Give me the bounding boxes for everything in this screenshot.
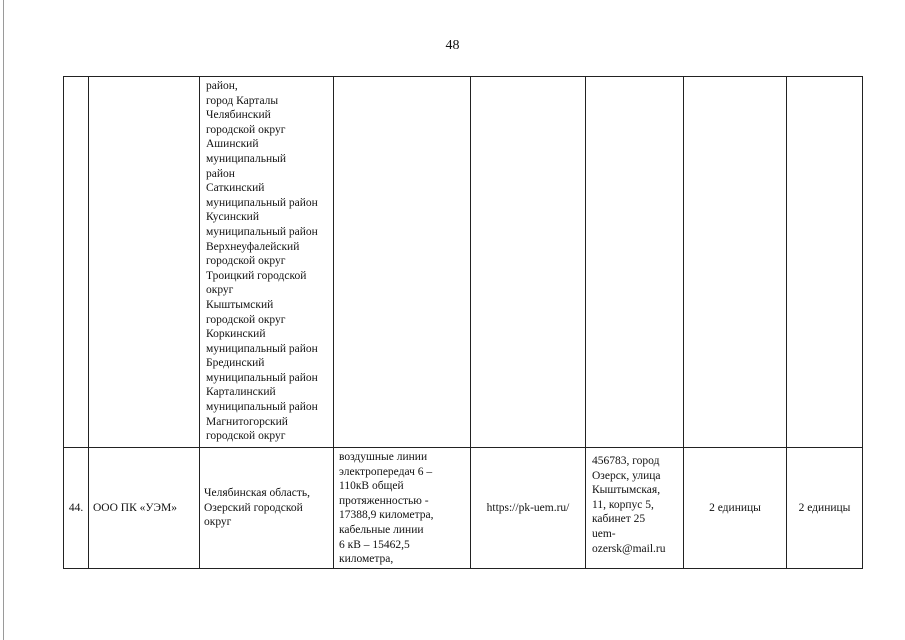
address-line: Озерск, улица — [592, 469, 661, 482]
cell-address — [586, 448, 684, 569]
power-lines-line: электропередач 6 – — [339, 465, 433, 478]
cell-website[interactable]: https://pk-uem.ru/ — [471, 448, 586, 569]
territory-list — [206, 79, 329, 444]
table-row — [64, 448, 863, 569]
territory-line: Коркинский — [206, 328, 266, 341]
cell-organization-continued — [89, 77, 200, 448]
cell-units1-continued — [684, 77, 787, 448]
territory-line: городской округ — [206, 430, 286, 443]
territory-line: Саткинский — [206, 182, 265, 195]
power-lines-line: 6 кВ – 15462,5 — [339, 538, 410, 551]
territory-line: муниципальный район — [206, 371, 318, 384]
power-lines-line: кабельные линии — [339, 523, 424, 536]
territory-line: муниципальный район — [206, 401, 318, 414]
cell-networks-continued — [334, 77, 471, 448]
territory-line: Челябинский — [206, 109, 271, 122]
territory-line: Кусинский — [206, 211, 259, 224]
power-lines-line: километра, — [339, 553, 394, 566]
address-line: Кыштымская, — [592, 484, 661, 497]
cell-number-continued — [64, 77, 89, 448]
page-number: 48 — [445, 38, 460, 53]
address-line: кабинет 25 — [592, 513, 646, 526]
territory-line: муниципальный район — [206, 196, 318, 209]
territory-line: Кыштымский — [206, 298, 274, 311]
territory-line: городской округ — [206, 255, 286, 268]
power-lines-line: воздушные линии — [339, 451, 428, 463]
cell-territory: Челябинская область, Озерский городской округ — [200, 448, 334, 569]
cell-units-1: 2 единицы — [684, 448, 787, 569]
email-link[interactable]: ozersk@mail.ru — [592, 542, 666, 555]
cell-organization: ООО ПК «УЭМ» — [89, 448, 200, 569]
registry-table — [63, 76, 863, 569]
power-lines-line: 110кВ общей — [339, 480, 404, 493]
territory-line: город Карталы — [206, 94, 279, 107]
territory-line: Ашинский — [206, 138, 259, 151]
cell-address-continued — [586, 77, 684, 448]
address-line: 456783, город — [592, 455, 660, 467]
territory-line: Карталинский — [206, 386, 276, 399]
territory-line: Магнитогорский — [206, 415, 288, 428]
cell-territory-continued — [200, 77, 334, 448]
cell-website-continued — [471, 77, 586, 448]
territory-line: район — [206, 167, 235, 180]
power-lines-line: протяженностью - — [339, 494, 429, 507]
cell-row-number: 44. — [64, 448, 89, 569]
territory-line: Брединский — [206, 357, 265, 370]
territory-line: городской округ — [206, 123, 286, 136]
territory-line: район, — [206, 80, 238, 92]
territory-line: Троицкий городской — [206, 269, 307, 282]
address-line: uem- — [592, 527, 616, 540]
page-left-margin-line — [3, 0, 4, 640]
territory-line: округ — [206, 284, 234, 297]
address-line: 11, корпус 5, — [592, 498, 654, 511]
territory-line: муниципальный район — [206, 342, 318, 355]
territory-line: муниципальный район — [206, 225, 318, 238]
territory-line: муниципальный — [206, 152, 287, 165]
cell-units2-continued — [787, 77, 863, 448]
territory-line: Верхнеуфалейский — [206, 240, 300, 253]
table-row-continued — [64, 77, 863, 448]
territory-line: городской округ — [206, 313, 286, 326]
cell-units-2: 2 единицы — [787, 448, 863, 569]
cell-power-lines — [334, 448, 471, 569]
power-lines-line: 17388,9 километра, — [339, 509, 434, 522]
